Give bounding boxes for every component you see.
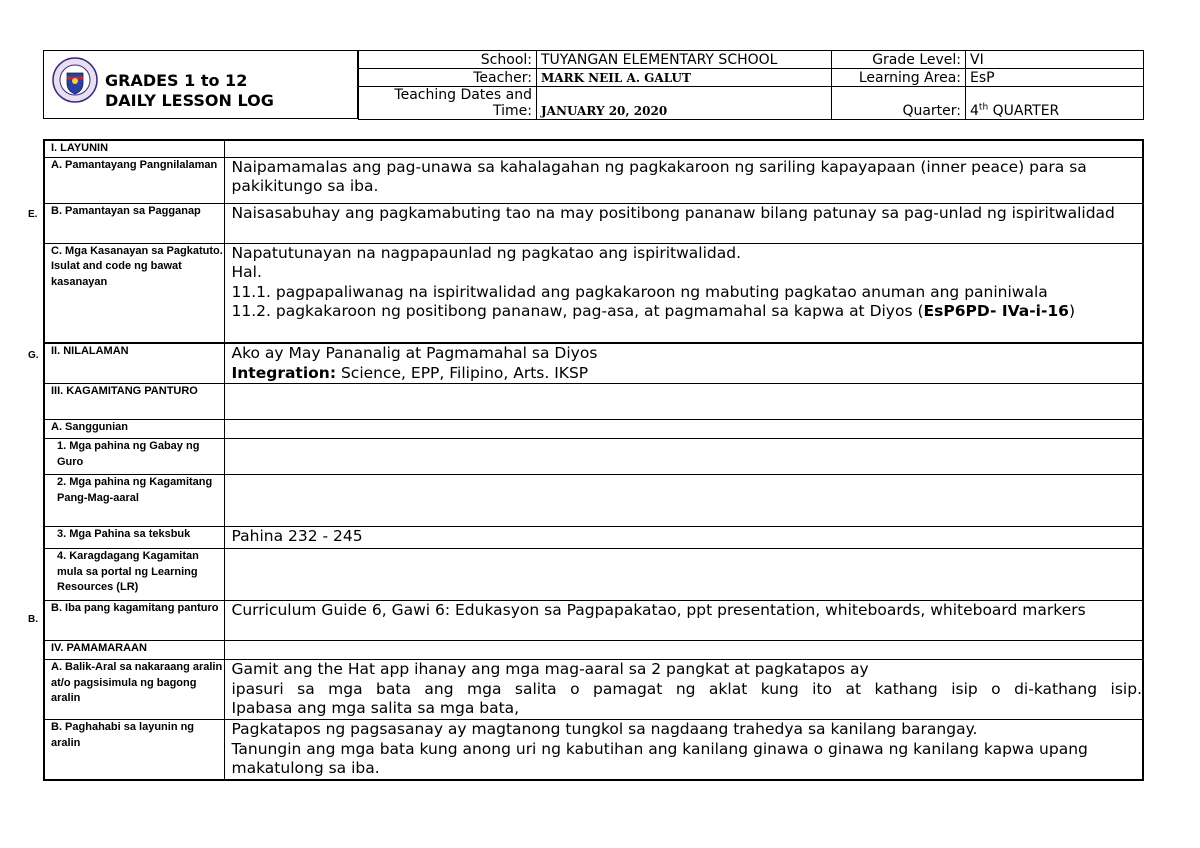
teaching-dates-label	[359, 87, 537, 120]
integration-label: Integration:	[231, 363, 337, 382]
teacher-label: Teacher:	[359, 69, 537, 87]
kagamitang-panturo-value	[224, 384, 1143, 420]
balik-aral-line-2: ipasuri sa mga bata ang mga salita o pamagat ng aklat kung ito at kathang isip o di-kathang isip.	[231, 679, 1142, 698]
table-row	[44, 203, 1143, 243]
karagdagang-kagamitan-value	[224, 549, 1143, 601]
table-row	[44, 343, 1143, 384]
table-row	[44, 641, 1143, 660]
teaching-dates-label-line2: Time:	[493, 103, 532, 119]
pamantayang-pangnilalaman-label: A. Pamantayang Pangnilalaman	[44, 157, 224, 203]
learning-area-label: Learning Area:	[832, 69, 966, 87]
layunin-label: I. LAYUNIN	[44, 140, 224, 157]
table-row	[44, 140, 1143, 157]
table-row	[44, 601, 1143, 641]
pamantayang-pangnilalaman-value: Naipamamalas ang pag-unawa sa kahalagahan ng pagkakaroon ng sariling kapayapaan (inner peace) para sa pakikitungo sa iba.	[224, 157, 1143, 203]
table-row	[44, 549, 1143, 601]
teksbuk-label: 3. Mga Pahina sa teksbuk	[44, 527, 224, 549]
learning-area-value: EsP	[966, 69, 1144, 87]
kasanayan-label: C. Mga Kasanayan sa Pagkatuto. Isulat and code ng bawat kasanayan	[44, 243, 224, 343]
iba-pang-kagamitan-value: Curriculum Guide 6, Gawi 6: Edukasyon sa Pagpapakatao, ppt presentation, whiteboards, whiteboard markers	[224, 601, 1143, 641]
table-row	[44, 420, 1143, 439]
deped-seal-icon	[52, 57, 98, 103]
header-title-box	[43, 50, 358, 119]
quarter-label: Quarter:	[832, 87, 966, 120]
balik-aral-line-3: Ipabasa ang mga salita sa mga bata,	[231, 699, 520, 717]
grade-level-value: VI	[966, 51, 1144, 69]
table-row	[44, 243, 1143, 343]
kasanayan-line-4	[232, 302, 1143, 322]
kasanayan-line-3: 11.1. pagpapaliwanag na ispiritwalidad ang pagkakaroon ng mabuting pagkatao anuman ang paniniwala	[231, 282, 1048, 301]
margin-marker-g: G.	[28, 350, 39, 361]
kagamitang-mag-aaral-value	[224, 475, 1143, 527]
quarter-number: 4	[970, 103, 979, 119]
paghahabi-line-2: Tanungin ang mga bata kung anong uri ng kabutihan ang kanilang ginawa o ginawa ng kanilang kapwa upang makatulong sa iba.	[231, 739, 1088, 777]
margin-marker-b: B.	[28, 614, 38, 625]
kasanayan-close: )	[1068, 302, 1076, 320]
gabay-guro-value	[224, 439, 1143, 475]
page-title	[105, 71, 274, 111]
table-row	[44, 660, 1143, 720]
school-value: TUYANGAN ELEMENTARY SCHOOL	[537, 51, 832, 69]
balik-aral-label: A. Balik-Aral sa nakaraang aralin at/o pagsisimula ng bagong aralin	[44, 660, 224, 720]
gabay-guro-label: 1. Mga pahina ng Gabay ng Guro	[44, 439, 224, 475]
paghahabi-line-1: Pagkatapos ng pagsasanay ay magtanong tungkol sa nagdaang trahedya sa kanilang barangay.	[231, 720, 978, 738]
iba-pang-kagamitan-label: B. Iba pang kagamitang panturo	[44, 601, 224, 641]
teksbuk-value: Pahina 232 - 245	[224, 527, 1143, 549]
header-info-table	[358, 50, 1144, 119]
kasanayan-line-4-text: 11.2. pagkakaroon ng positibong pananaw, pag-asa, at pagmamahal sa kapwa at Diyos (	[231, 302, 924, 320]
table-row	[44, 475, 1143, 527]
pamantayan-pagganap-value: Naisasabuhay ang pagkamabuting tao na may positibong pananaw bilang patunay sa pag-unlad ng ispiritwalidad	[224, 203, 1143, 243]
balik-aral-value	[224, 660, 1143, 720]
table-row	[44, 157, 1143, 203]
school-label: School:	[359, 51, 537, 69]
karagdagang-kagamitan-label: 4. Karagdagang Kagamitan mula sa portal ng Learning Resources (LR)	[44, 549, 224, 601]
kasanayan-value	[224, 243, 1143, 343]
table-row	[44, 720, 1143, 780]
pamamaraan-value	[224, 641, 1143, 660]
table-row	[44, 439, 1143, 475]
title-line-1: GRADES 1 to 12	[105, 71, 248, 90]
balik-aral-line-1: Gamit ang the Hat app ihanay ang mga mag-aaral sa 2 pangkat at pagkatapos ay	[231, 660, 869, 678]
grade-level-label: Grade Level:	[832, 51, 966, 69]
pamantayan-pagganap-label: B. Pamantayan sa Pagganap	[44, 203, 224, 243]
teacher-value: MARK NEIL A. GALUT	[537, 69, 832, 87]
kasanayan-line-2: Hal.	[231, 263, 262, 281]
layunin-value	[224, 140, 1143, 157]
competency-code: EsP6PD- IVa-i-16	[923, 302, 1069, 320]
pamamaraan-label: IV. PAMAMARAAN	[44, 641, 224, 660]
margin-marker-e: E.	[28, 209, 38, 220]
quarter-value	[966, 87, 1144, 120]
table-row	[44, 384, 1143, 420]
table-row	[44, 527, 1143, 549]
nilalaman-value	[224, 343, 1143, 384]
sanggunian-label: A. Sanggunian	[44, 420, 224, 439]
nilalaman-label: II. NILALAMAN	[44, 343, 224, 384]
integration-value: Science, EPP, Filipino, Arts. IKSP	[336, 363, 589, 382]
kasanayan-line-1: Napatutunayan na nagpapaunlad ng pagkatao ang ispiritwalidad.	[231, 243, 741, 262]
lesson-log-table	[43, 139, 1144, 781]
quarter-suffix: th	[978, 102, 989, 113]
teaching-dates-value: JANUARY 20, 2020	[537, 87, 832, 120]
title-line-2: DAILY LESSON LOG	[105, 91, 274, 110]
nilalaman-line-1: Ako ay May Pananalig at Pagmamahal sa Diyos	[231, 344, 598, 362]
teaching-dates-label-line1: Teaching Dates and	[394, 87, 532, 103]
sanggunian-value	[224, 420, 1143, 439]
paghahabi-value	[224, 720, 1143, 780]
paghahabi-label: B. Paghahabi sa layunin ng aralin	[44, 720, 224, 780]
kagamitang-panturo-label: III. KAGAMITANG PANTURO	[44, 384, 224, 420]
integration-line	[232, 364, 1143, 384]
kagamitang-mag-aaral-label: 2. Mga pahina ng Kagamitang Pang-Mag-aaral	[44, 475, 224, 527]
quarter-text: QUARTER	[988, 103, 1060, 119]
